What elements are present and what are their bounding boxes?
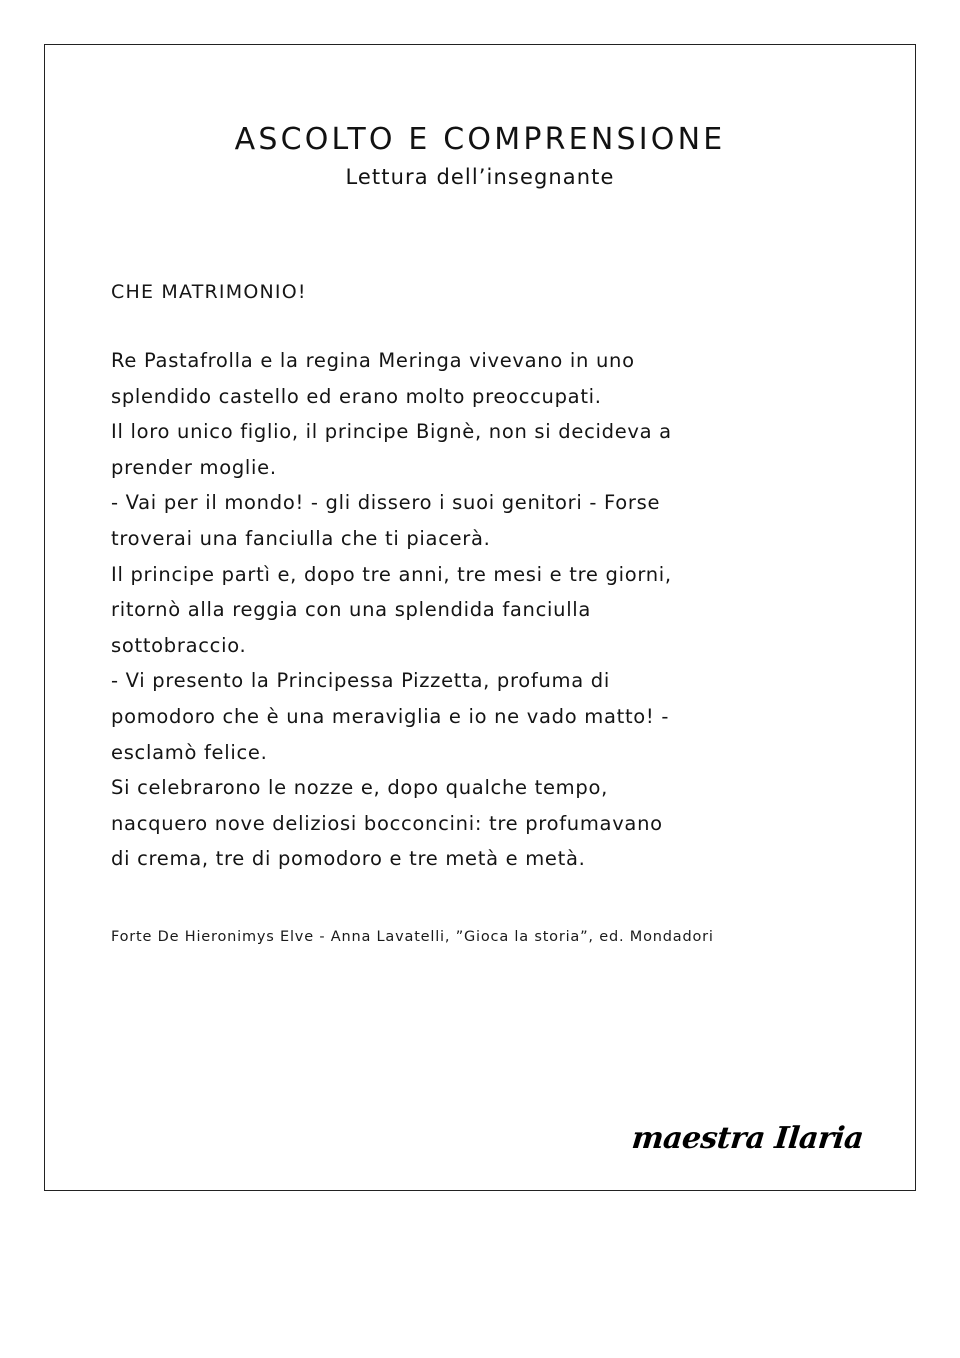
- story-line: - Vai per il mondo! - gli dissero i suoi genitori - Forse: [111, 491, 661, 515]
- story-heading: CHE MATRIMONIO!: [111, 281, 307, 303]
- story-line: Re Pastafrolla e la regina Meringa vivevano in uno: [111, 349, 635, 372]
- story-line: splendido castello ed erano molto preoccupati.: [111, 384, 602, 408]
- story-line: pomodoro che è una meraviglia e io ne vado matto! -: [111, 704, 670, 728]
- story-line: di crema, tre di pomodoro e tre metà e metà.: [111, 847, 586, 871]
- page-title: ASCOLTO E COMPRENSIONE: [234, 122, 726, 157]
- story-text: [111, 343, 865, 877]
- story-line: sottobraccio.: [111, 633, 247, 657]
- source-credit: Forte De Hieronimys Elve - Anna Lavatelli, ”Gioca la storia”, ed. Mondadori: [111, 928, 714, 945]
- story-line: - Vi presento la Principessa Pizzetta, profuma di: [111, 669, 610, 693]
- story-line: ritornò alla reggia con una splendida fanciulla: [111, 598, 592, 622]
- story-line: Il loro unico figlio, il principe Bignè, non si decideva a: [111, 420, 672, 444]
- story-line: troverai una fanciulla che ti piacerà.: [111, 526, 491, 550]
- story-line: esclamò felice.: [111, 740, 268, 764]
- story-line: Il principe partì e, dopo tre anni, tre mesi e tre giorni,: [111, 562, 672, 586]
- author-signature: maestra Ilaria: [629, 1121, 865, 1156]
- page-subtitle: Lettura dell’insegnante: [345, 165, 615, 189]
- story-body: [45, 281, 915, 945]
- story-line: Si celebrarono le nozze e, dopo qualche tempo,: [111, 776, 608, 800]
- story-line: nacquero nove deliziosi bocconcini: tre profumavano: [111, 811, 663, 835]
- story-line: prender moglie.: [111, 455, 277, 479]
- title-block: [45, 123, 915, 189]
- worksheet-frame: [44, 44, 916, 1191]
